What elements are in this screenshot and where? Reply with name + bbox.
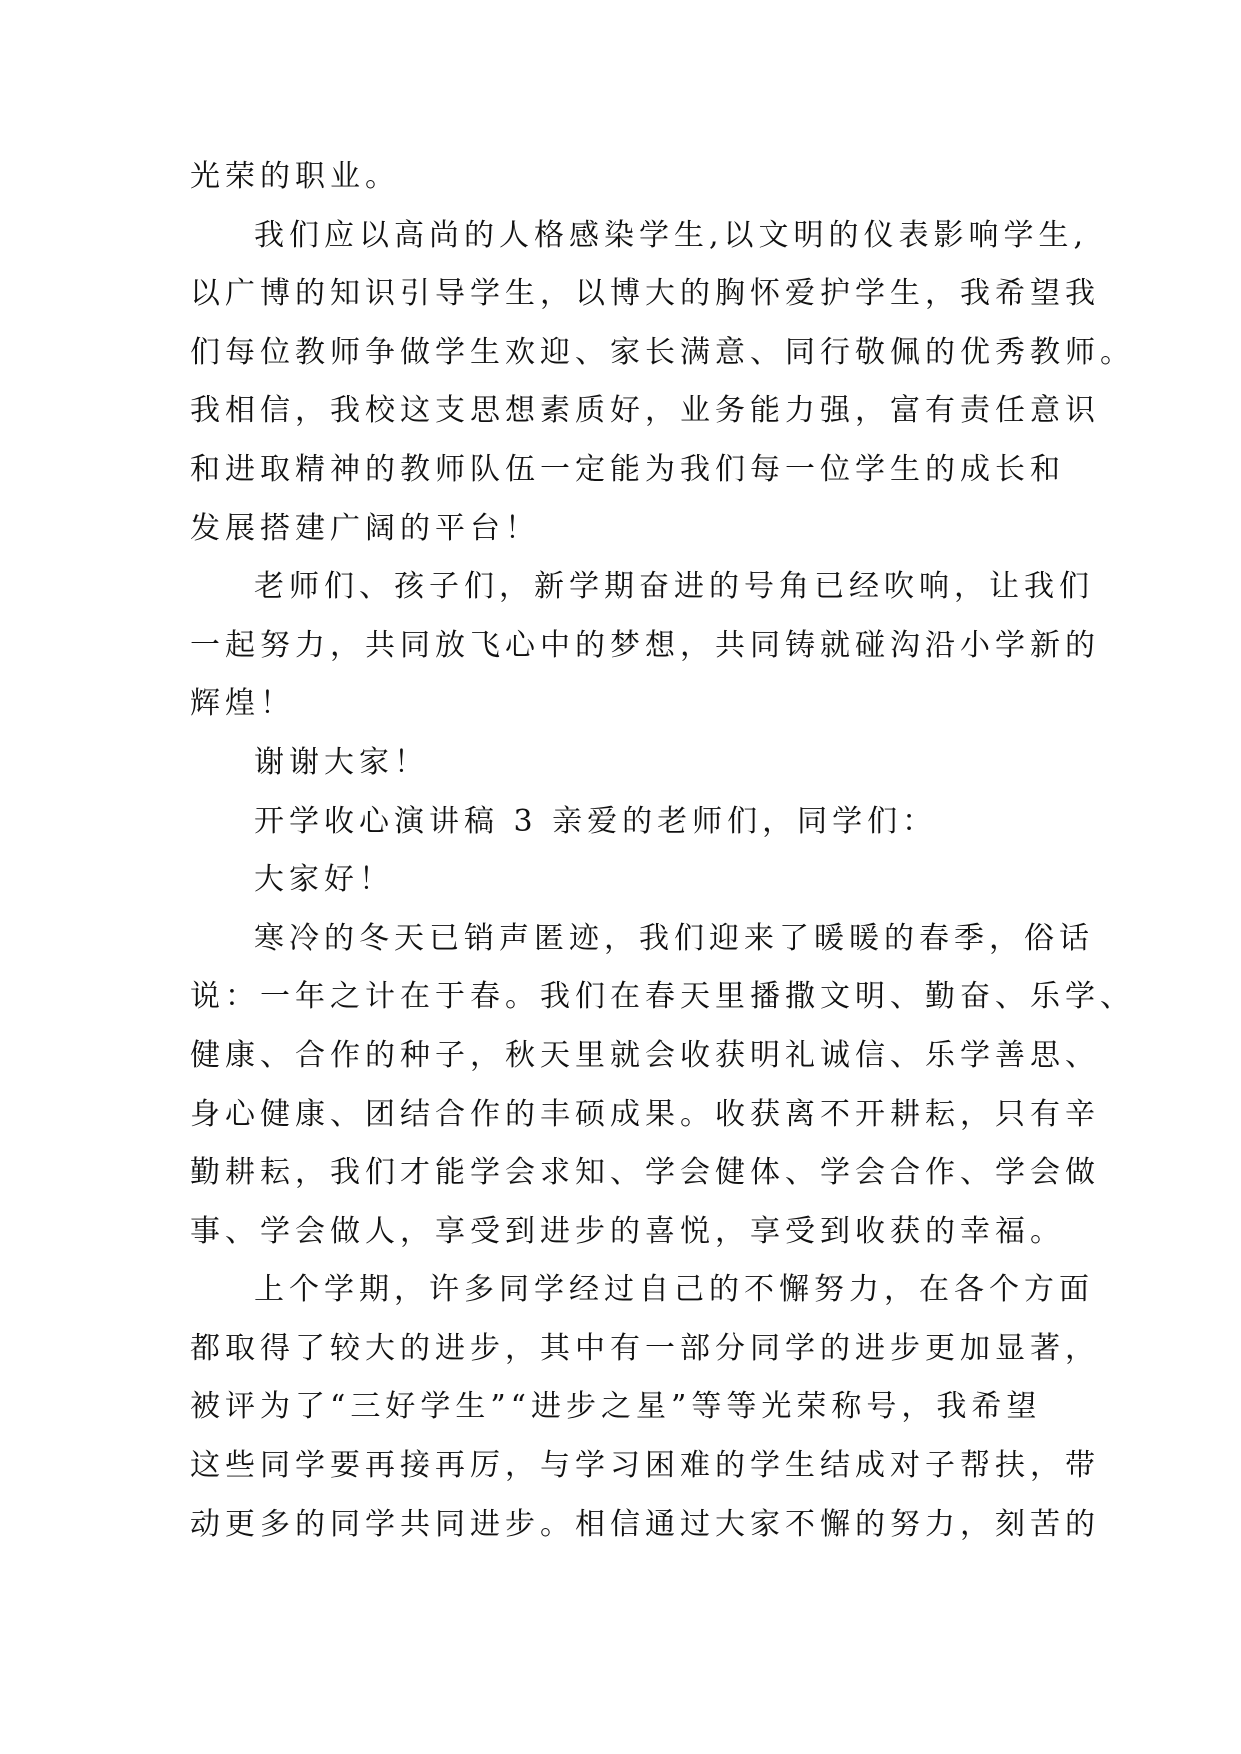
text-line: 谢谢大家！ <box>254 744 429 780</box>
text-line: 一起努力，共同放飞心中的梦想，共同铸就碰沟沿小学新的 <box>190 627 1100 663</box>
text-line: 事、学会做人，享受到进步的喜悦，享受到收获的幸福。 <box>190 1213 1065 1249</box>
text-line: 和进取精神的教师队伍一定能为我们每一位学生的成长和 <box>190 451 1065 487</box>
text-line: 这些同学要再接再厉，与学习困难的学生结成对子帮扶，带 <box>190 1448 1100 1484</box>
text-line: 被评为了“三好学生”“进步之星”等等光荣称号，我希望 <box>190 1389 1042 1425</box>
text-line: 我们应以高尚的人格感染学生,以文明的仪表影响学生, <box>254 217 1089 253</box>
document-body <box>190 157 1135 1563</box>
text-line: 光荣的职业。 <box>190 159 400 194</box>
paragraph <box>190 1270 1100 1563</box>
text-line: 辉煌！ <box>190 686 295 722</box>
paragraph <box>190 567 1100 743</box>
text-line: 动更多的同学共同进步。相信通过大家不懈的努力，刻苦的 <box>190 1506 1100 1542</box>
paragraph <box>190 860 1090 919</box>
text-line: 上个学期，许多同学经过自己的不懈努力，在各个方面 <box>254 1272 1094 1308</box>
text-line: 都取得了较大的进步，其中有一部分同学的进步更加显著， <box>190 1330 1100 1366</box>
paragraph <box>190 216 1135 568</box>
text-line: 勤耕耘，我们才能学会求知、学会健体、学会合作、学会做 <box>190 1155 1100 1191</box>
paragraph <box>190 157 1090 216</box>
text-line: 以广博的知识引导学生，以博大的胸怀爱护学生，我希望我 <box>190 276 1100 312</box>
text-line: 我相信，我校这支思想素质好，业务能力强，富有责任意识 <box>190 393 1100 429</box>
text-line: 健康、合作的种子，秋天里就会收获明礼诚信、乐学善思、 <box>190 1037 1100 1073</box>
text-line: 开学收心演讲稿 3 亲爱的老师们，同学们： <box>254 803 938 839</box>
paragraph <box>190 743 1090 802</box>
text-line: 们每位教师争做学生欢迎、家长满意、同行敬佩的优秀教师。 <box>190 334 1135 370</box>
text-line: 大家好！ <box>254 862 394 898</box>
text-line: 说：一年之计在于春。我们在春天里播撒文明、勤奋、乐学、 <box>190 979 1135 1015</box>
text-line: 寒冷的冬天已销声匿迹，我们迎来了暖暖的春季，俗话 <box>254 920 1094 956</box>
text-line: 发展搭建广阔的平台！ <box>190 510 540 546</box>
text-line: 身心健康、团结合作的丰硕成果。收获离不开耕耘，只有辛 <box>190 1096 1100 1132</box>
text-line: 老师们、孩子们，新学期奋进的号角已经吹响，让我们 <box>254 569 1094 605</box>
paragraph <box>190 802 1090 861</box>
paragraph <box>190 919 1135 1271</box>
